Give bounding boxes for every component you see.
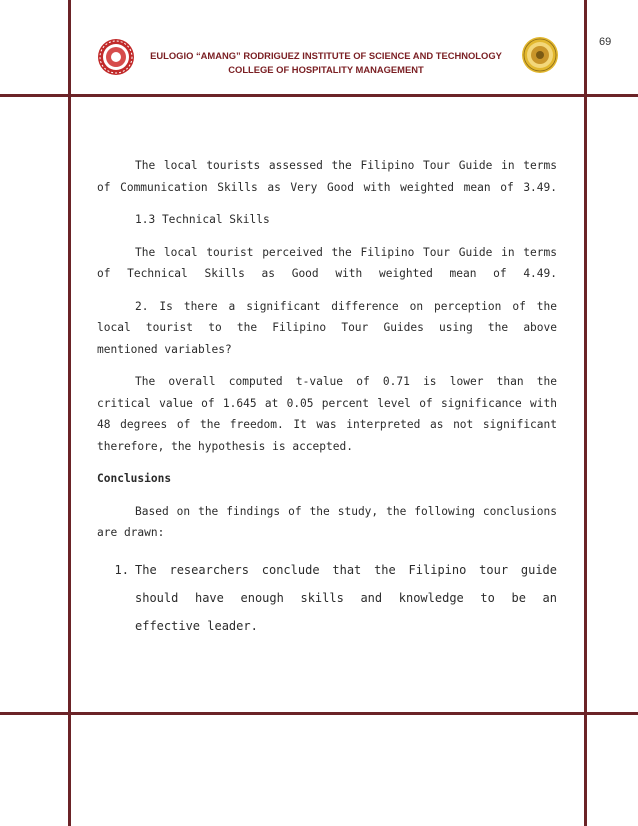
body-line: Based on the findings of the study, the following conclusions: [135, 504, 557, 518]
body-line: The local tourists assessed the Filipino Tour Guide in terms: [135, 159, 557, 172]
body-line: therefore, the hypothesis is accepted.: [97, 439, 353, 453]
body-line: mentioned variables?: [97, 342, 232, 356]
institution-header: [140, 49, 512, 77]
conclusion-list-item: [97, 556, 557, 640]
body-line: of Communication Skills as Very Good with weighted mean of 3.49.: [97, 180, 557, 194]
body-line: The local tourist perceived the Filipino Tour Guide in terms: [135, 245, 557, 259]
institution-name: EULOGIO “AMANG” RODRIGUEZ INSTITUTE OF SCIENCE AND TECHNOLOGY: [150, 50, 502, 61]
list-line: effective leader.: [135, 618, 258, 633]
body-line: The overall computed t-value of 0.71 is lower than the: [135, 375, 557, 388]
college-seal-logo: [520, 35, 560, 75]
body-line: 48 degrees of the freedom. It was interpreted as not significant: [97, 418, 557, 431]
sub-heading: 1.3 Technical Skills: [135, 213, 270, 226]
body-line: of Technical Skills as Good with weighted mean of 4.49.: [97, 267, 557, 280]
right-border-rule: [584, 0, 587, 826]
page-number: 69: [599, 36, 612, 48]
body-line: local tourist to the Filipino Tour Guides using the above: [97, 321, 557, 334]
college-name: COLLEGE OF HOSPITALITY MANAGEMENT: [228, 64, 424, 75]
left-border-rule: [68, 0, 71, 826]
body-line: critical value of 1.645 at 0.05 percent level of significance with: [97, 396, 557, 410]
conclusions-heading: [97, 468, 557, 490]
body-line: 2. Is there a significant difference on perception of the: [135, 299, 557, 313]
list-line: should have enough skills and knowledge to be an: [135, 590, 557, 605]
bottom-border-rule: [0, 712, 638, 715]
eari-seal-logo: [96, 37, 136, 77]
conclusions-heading-text: Conclusions: [97, 472, 172, 485]
document-header: [96, 37, 548, 83]
body-content: [97, 155, 557, 640]
top-border-rule: [0, 94, 638, 97]
body-line: are drawn:: [97, 526, 165, 539]
list-line: The researchers conclude that the Filipino tour guide: [135, 562, 557, 577]
list-number: 1.: [114, 562, 129, 577]
